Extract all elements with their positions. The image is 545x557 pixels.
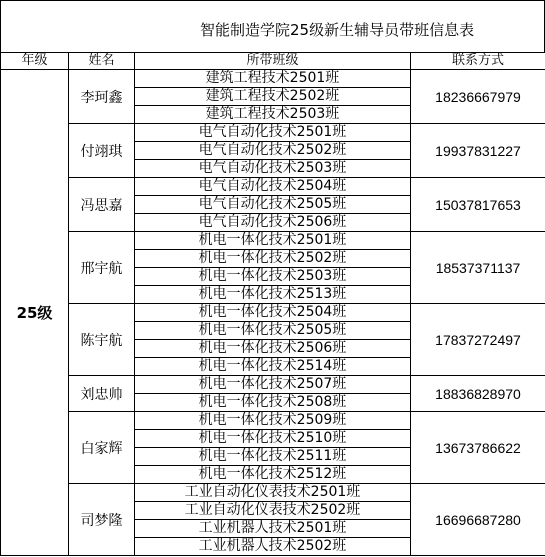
header-classes: 所带班级 xyxy=(135,53,411,70)
contact-phone: 18236667979 xyxy=(411,70,545,124)
counselor-name: 刘忠帅 xyxy=(69,376,135,412)
contact-phone: 19937831227 xyxy=(411,124,545,178)
class-cell: 电气自动化技术2503班 xyxy=(135,160,411,178)
class-cell: 机电一体化技术2514班 xyxy=(135,358,411,376)
class-cell: 机电一体化技术2509班 xyxy=(135,412,411,430)
table-row xyxy=(1,304,545,322)
table-row xyxy=(1,376,545,394)
header-row xyxy=(1,53,545,70)
class-cell: 电气自动化技术2502班 xyxy=(135,142,411,160)
counselor-name: 白家辉 xyxy=(69,412,135,484)
header-grade: 年级 xyxy=(1,53,69,70)
counselor-name: 邢宇航 xyxy=(69,232,135,304)
class-cell: 机电一体化技术2508班 xyxy=(135,394,411,412)
class-cell: 工业自动化仪表技术2502班 xyxy=(135,502,411,520)
class-cell: 机电一体化技术2503班 xyxy=(135,268,411,286)
class-cell: 机电一体化技术2505班 xyxy=(135,322,411,340)
grade-cell: 25级 xyxy=(1,70,69,556)
table-row xyxy=(1,412,545,430)
contact-phone: 18537371137 xyxy=(411,232,545,304)
title-row xyxy=(0,0,545,52)
class-cell: 机电一体化技术2511班 xyxy=(135,448,411,466)
class-cell: 机电一体化技术2501班 xyxy=(135,232,411,250)
table-title: 智能制造学院25级新生辅导员带班信息表 xyxy=(200,21,475,39)
class-cell: 机电一体化技术2502班 xyxy=(135,250,411,268)
class-cell: 电气自动化技术2505班 xyxy=(135,196,411,214)
class-cell: 建筑工程技术2501班 xyxy=(135,70,411,88)
class-cell: 机电一体化技术2504班 xyxy=(135,304,411,322)
class-cell: 电气自动化技术2501班 xyxy=(135,124,411,142)
table-row xyxy=(1,232,545,250)
header-contact: 联系方式 xyxy=(411,53,545,70)
counselor-name: 付翊琪 xyxy=(69,124,135,178)
contact-phone: 16696687280 xyxy=(411,484,545,556)
class-cell: 机电一体化技术2512班 xyxy=(135,466,411,484)
contact-phone: 15037817653 xyxy=(411,178,545,232)
header-name: 姓名 xyxy=(69,53,135,70)
table-body xyxy=(1,53,545,556)
contact-phone: 13673786622 xyxy=(411,412,545,484)
table-row xyxy=(1,70,545,88)
counselor-name: 冯思嘉 xyxy=(69,178,135,232)
table-row xyxy=(1,124,545,142)
contact-phone: 17837272497 xyxy=(411,304,545,376)
class-cell: 机电一体化技术2506班 xyxy=(135,340,411,358)
class-cell: 机电一体化技术2507班 xyxy=(135,376,411,394)
class-cell: 机电一体化技术2513班 xyxy=(135,286,411,304)
class-cell: 工业机器人技术2501班 xyxy=(135,520,411,538)
table-row xyxy=(1,178,545,196)
class-cell: 工业自动化仪表技术2501班 xyxy=(135,484,411,502)
counselor-name: 陈宇航 xyxy=(69,304,135,376)
contact-phone: 18836828970 xyxy=(411,376,545,412)
class-cell: 建筑工程技术2502班 xyxy=(135,88,411,106)
table-row xyxy=(1,484,545,502)
class-cell: 电气自动化技术2504班 xyxy=(135,178,411,196)
class-cell: 机电一体化技术2510班 xyxy=(135,430,411,448)
class-cell: 电气自动化技术2506班 xyxy=(135,214,411,232)
class-cell: 工业机器人技术2502班 xyxy=(135,538,411,556)
class-cell: 建筑工程技术2503班 xyxy=(135,106,411,124)
counselor-table xyxy=(0,52,545,556)
counselor-name: 司梦隆 xyxy=(69,484,135,556)
counselor-name: 李珂鑫 xyxy=(69,70,135,124)
